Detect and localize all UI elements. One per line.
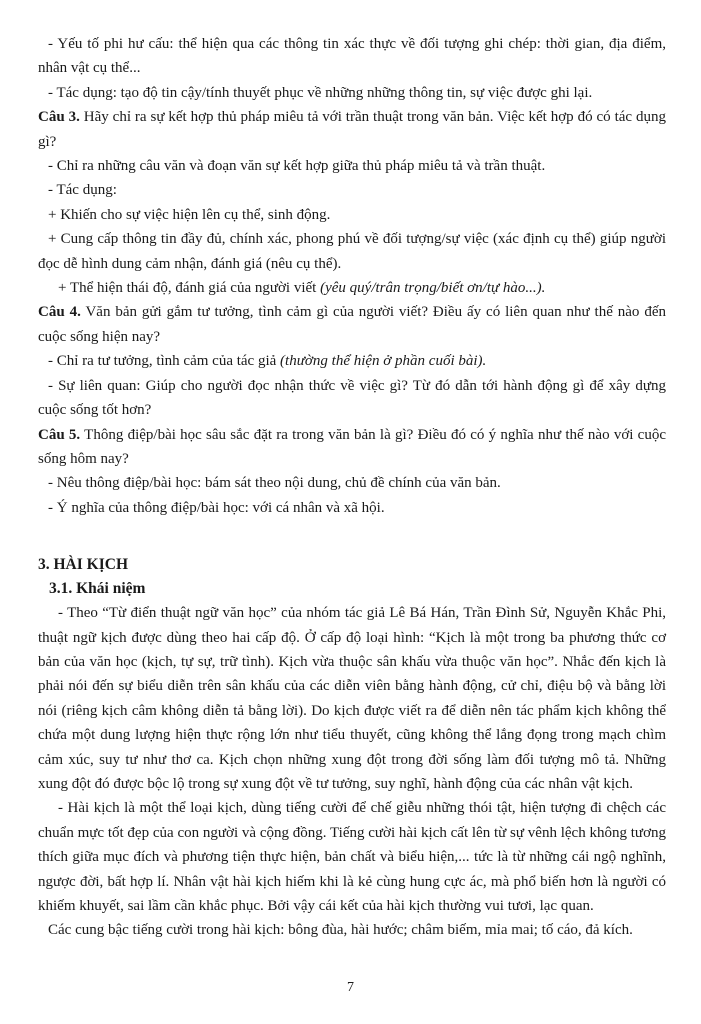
q4-answer-b: - Sự liên quan: Giúp cho người đọc nhận thức về việc gì? Từ đó dẫn tới hành động gì để xây dựng cuộc sống tốt hơn? <box>38 377 666 419</box>
question-5-text: Thông điệp/bài học sâu sắc đặt ra trong văn bản là gì? Điều đó có ý nghĩa như thế nào với cuộc sống hôm nay? <box>38 426 666 467</box>
paragraph-effect: - Tác dụng: tạo độ tin cậy/tính thuyết phục về những những thông tin, sự việc được ghi lại. <box>48 84 593 101</box>
question-3 <box>38 105 666 154</box>
section-title: 3. HÀI KỊCH <box>38 556 128 574</box>
question-5 <box>38 423 666 472</box>
question-4-text: Văn bản gửi gắm tư tưởng, tình cảm gì của người viết? Điều ấy có liên quan như thế nào đến cuộc sống hiện nay? <box>38 304 666 345</box>
q5-answer-b: - Ý nghĩa của thông điệp/bài học: với cá nhân và xã hội. <box>48 499 385 516</box>
definition-paragraph-3: Các cung bậc tiếng cười trong hài kịch: bông đùa, hài hước; châm biếm, mỉa mai; tố cáo, đả kích. <box>48 922 633 939</box>
q4-answer-a-text: - Chỉ ra tư tưởng, tình cảm của tác giả <box>48 353 281 370</box>
q3-answer-a: - Chỉ ra những câu văn và đoạn văn sự kết hợp giữa thủ pháp miêu tả và trần thuật. <box>48 158 546 175</box>
q4-answer-a <box>38 349 666 373</box>
section-spacer <box>38 520 666 553</box>
question-3-text: Hãy chỉ ra sự kết hợp thủ pháp miêu tả với trần thuật trong văn bản. Việc kết hợp đó có tác dụng gì? <box>38 109 666 150</box>
q3-answer-b: - Tác dụng: <box>48 182 117 199</box>
subsection-title: 3.1. Khái niệm <box>49 580 146 598</box>
question-4-label: Câu 4. <box>38 304 81 321</box>
q3-answer-e-italic: (yêu quý/trân trọng/biết ơn/tự hào...). <box>320 280 546 297</box>
definition-paragraph-2: - Hài kịch là một thể loại kịch, dùng tiếng cười để chế giễu những thói tật, hiện tượng đi chệch các chuẩn mực tốt đẹp của con người và cộng đồng. Tiếng cười hài kịch cất lên từ sự vênh lệch không tương thích giữa mục đích và phương tiện thực hiện, bản chất và biểu hiện,... tức là từ những cái ngộ nghĩnh, ngược đời, bất hợp lí. Nhân vật hài kịch hiếm khi là kẻ cùng hung cực ác, mà phổ biến hơn là người có khiếm khuyết, sai lầm cần khắc phục. Bởi vậy cái kết của hài kịch thường vui tươi, lạc quan. <box>38 800 666 914</box>
q5-answer-a: - Nêu thông điệp/bài học: bám sát theo nội dung, chủ đề chính của văn bản. <box>48 475 501 492</box>
definition-paragraph-1: - Theo “Từ điển thuật ngữ văn học” của nhóm tác giả Lê Bá Hán, Trần Đình Sử, Nguyễn Khắc Phi, thuật ngữ kịch được dùng theo hai cấp độ. Ở cấp độ loại hình: “Kịch là một trong ba phương thức cơ bản của văn học (kịch, tự sự, trữ tình). Kịch vừa thuộc sân khấu vừa thuộc văn học”. Nhắc đến kịch là phải nói đến sự biểu diễn trên sân khấu của các diễn viên bằng hành động, cử chỉ, điệu bộ và bằng lời nói (riêng kịch câm không diễn tả bằng lời). Do kịch được viết ra để diễn nên tác phẩm kịch không thể chứa một dung lượng hiện thực rộng lớn như tiểu thuyết, cũng không thể lắng đọng trong mạch chìm cảm xúc, suy tư như thơ ca. Kịch chọn những xung đột trong đời sống làm đối tượng mô tả. Những xung đột đó được bộc lộ trong sự xung đột về tư tưởng, suy nghĩ, hành động của các nhân vật kịch. <box>38 605 666 792</box>
question-5-label: Câu 5. <box>38 426 81 443</box>
q4-answer-a-italic: (thường thể hiện ở phần cuối bài). <box>280 353 487 370</box>
q3-answer-c: + Khiến cho sự việc hiện lên cụ thể, sinh động. <box>48 206 331 223</box>
page-content <box>38 32 666 943</box>
question-4 <box>38 300 666 349</box>
page-number: 7 <box>347 980 354 995</box>
question-3-label: Câu 3. <box>38 109 80 126</box>
paragraph-nonfiction-element: - Yếu tố phi hư cấu: thể hiện qua các thông tin xác thực về đối tượng ghi chép: thời gian, địa điểm, nhân vật cụ thể... <box>38 36 666 77</box>
q3-answer-d: + Cung cấp thông tin đầy đủ, chính xác, phong phú về đối tượng/sự việc (xác định cụ thể) giúp người đọc dễ hình dung cảm nhận, đánh giá (nêu cụ thể). <box>38 231 666 272</box>
q3-answer-e-text: + Thể hiện thái độ, đánh giá của người viết <box>58 280 321 297</box>
q3-answer-e <box>38 276 666 300</box>
